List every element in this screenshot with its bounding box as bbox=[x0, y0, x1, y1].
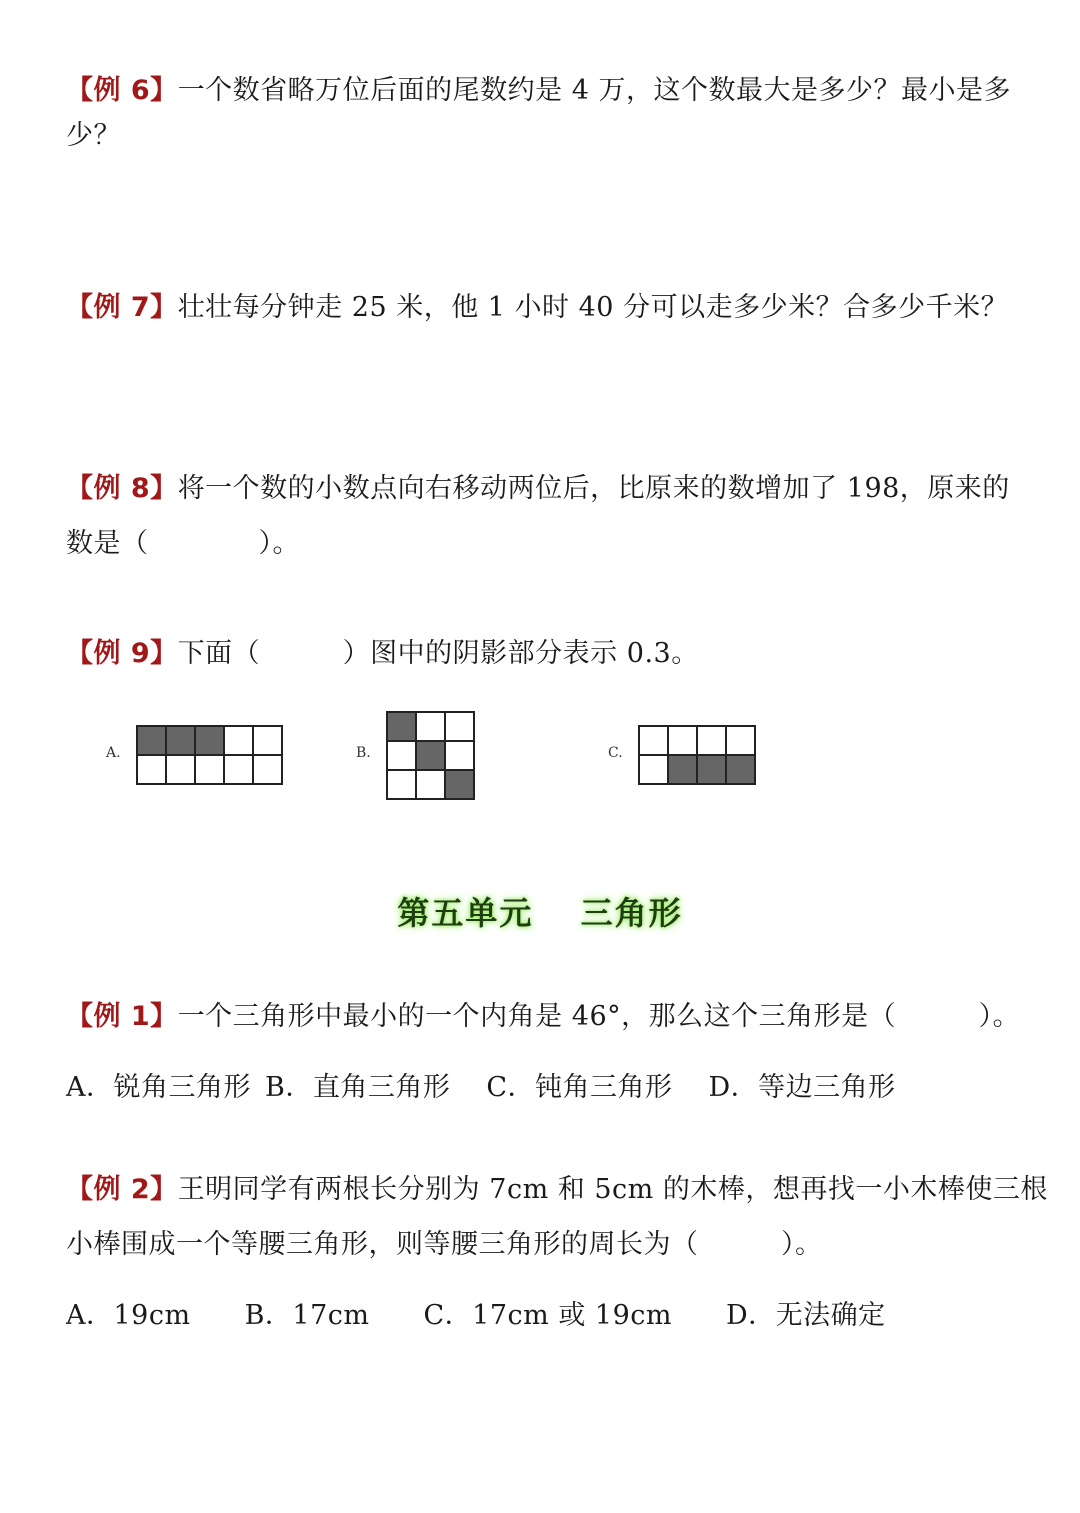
option-b-cell-shaded bbox=[446, 771, 475, 800]
ex8-text2: 数是（ ）。 bbox=[66, 528, 300, 559]
u2-choice-a: A．19cm bbox=[66, 1300, 191, 1331]
u2-choices bbox=[66, 1296, 886, 1336]
option-b-cell-shaded bbox=[417, 742, 446, 771]
option-a-cell bbox=[225, 727, 254, 756]
option-a-label: A. bbox=[106, 745, 121, 761]
option-c-cell-shaded bbox=[727, 756, 756, 785]
option-a-cell-shaded bbox=[196, 727, 225, 756]
option-a-cell bbox=[196, 756, 225, 785]
option-c-cell bbox=[640, 727, 669, 756]
ex9-tag: 【例 9】 bbox=[66, 638, 178, 669]
option-c-cell bbox=[727, 727, 756, 756]
u1-choice-b: B．直角三角形 bbox=[265, 1072, 451, 1103]
u2-line1 bbox=[66, 1170, 1048, 1210]
ex8-line1 bbox=[66, 469, 1010, 509]
u1-text1: 一个三角形中最小的一个内角是 46°，那么这个三角形是（ ）。 bbox=[177, 1001, 1021, 1032]
ex9-line1 bbox=[66, 634, 699, 674]
ex7-tag: 【例 7】 bbox=[66, 292, 178, 323]
u1-choice-c: C．钝角三角形 bbox=[486, 1072, 673, 1103]
ex8-text1: 将一个数的小数点向右移动两位后，比原来的数增加了 198，原来的 bbox=[177, 473, 1010, 504]
u1-choice-a: A．锐角三角形 bbox=[66, 1072, 251, 1103]
option-c-cell bbox=[669, 727, 698, 756]
option-b-cell bbox=[446, 742, 475, 771]
u2-text2: 小棒围成一个等腰三角形，则等腰三角形的周长为（ ）。 bbox=[66, 1229, 823, 1260]
ex6-text2: 少？ bbox=[66, 120, 121, 151]
u2-choice-d: D．无法确定 bbox=[726, 1300, 886, 1331]
u2-choice-b: B．17cm bbox=[244, 1300, 370, 1331]
ex7-text1: 壮壮每分钟走 25 米，他 1 小时 40 分可以走多少米？合多少千米？ bbox=[177, 292, 1009, 323]
option-a-cell bbox=[254, 727, 283, 756]
option-b-cell bbox=[417, 713, 446, 742]
option-b-label: B. bbox=[356, 745, 371, 761]
u2-text1: 王明同学有两根长分别为 7cm 和 5cm 的木棒，想再找一小木棒使三根 bbox=[177, 1174, 1048, 1205]
unit-heading: 第五单元 三角形 bbox=[397, 894, 683, 932]
option-a-cell bbox=[167, 756, 196, 785]
option-c-cell-shaded bbox=[698, 756, 727, 785]
option-b-cell bbox=[388, 771, 417, 800]
option-a-cell-shaded bbox=[167, 727, 196, 756]
u1-choice-d: D．等边三角形 bbox=[708, 1072, 896, 1103]
u2-choice-c: C．17cm 或 19cm bbox=[423, 1300, 673, 1331]
option-a-cell bbox=[138, 756, 167, 785]
option-c-label: C. bbox=[608, 745, 623, 761]
option-b-cell-shaded bbox=[388, 713, 417, 742]
option-c-cell-shaded bbox=[669, 756, 698, 785]
option-a-cell bbox=[225, 756, 254, 785]
ex6-text1: 一个数省略万位后面的尾数约是 4 万，这个数最大是多少？最小是多 bbox=[177, 75, 1012, 106]
option-c-cell bbox=[640, 756, 669, 785]
option-a-cell-shaded bbox=[138, 727, 167, 756]
option-b-grid bbox=[386, 711, 475, 800]
option-b-cell bbox=[417, 771, 446, 800]
option-b-cell bbox=[446, 713, 475, 742]
option-b-cell bbox=[388, 742, 417, 771]
option-a-cell bbox=[254, 756, 283, 785]
ex7-line1 bbox=[66, 288, 1008, 328]
ex6-tag: 【例 6】 bbox=[66, 75, 178, 106]
u1-tag: 【例 1】 bbox=[66, 1001, 178, 1032]
option-a-grid bbox=[136, 725, 283, 785]
option-c-grid bbox=[638, 725, 756, 785]
ex6-line1 bbox=[66, 71, 1011, 111]
ex9-text1: 下面（ ）图中的阴影部分表示 0.3。 bbox=[177, 638, 699, 669]
u1-choices bbox=[66, 1068, 896, 1108]
option-c-cell bbox=[698, 727, 727, 756]
ex8-tag: 【例 8】 bbox=[66, 473, 178, 504]
u2-tag: 【例 2】 bbox=[66, 1174, 178, 1205]
u1-line1 bbox=[66, 997, 1020, 1037]
